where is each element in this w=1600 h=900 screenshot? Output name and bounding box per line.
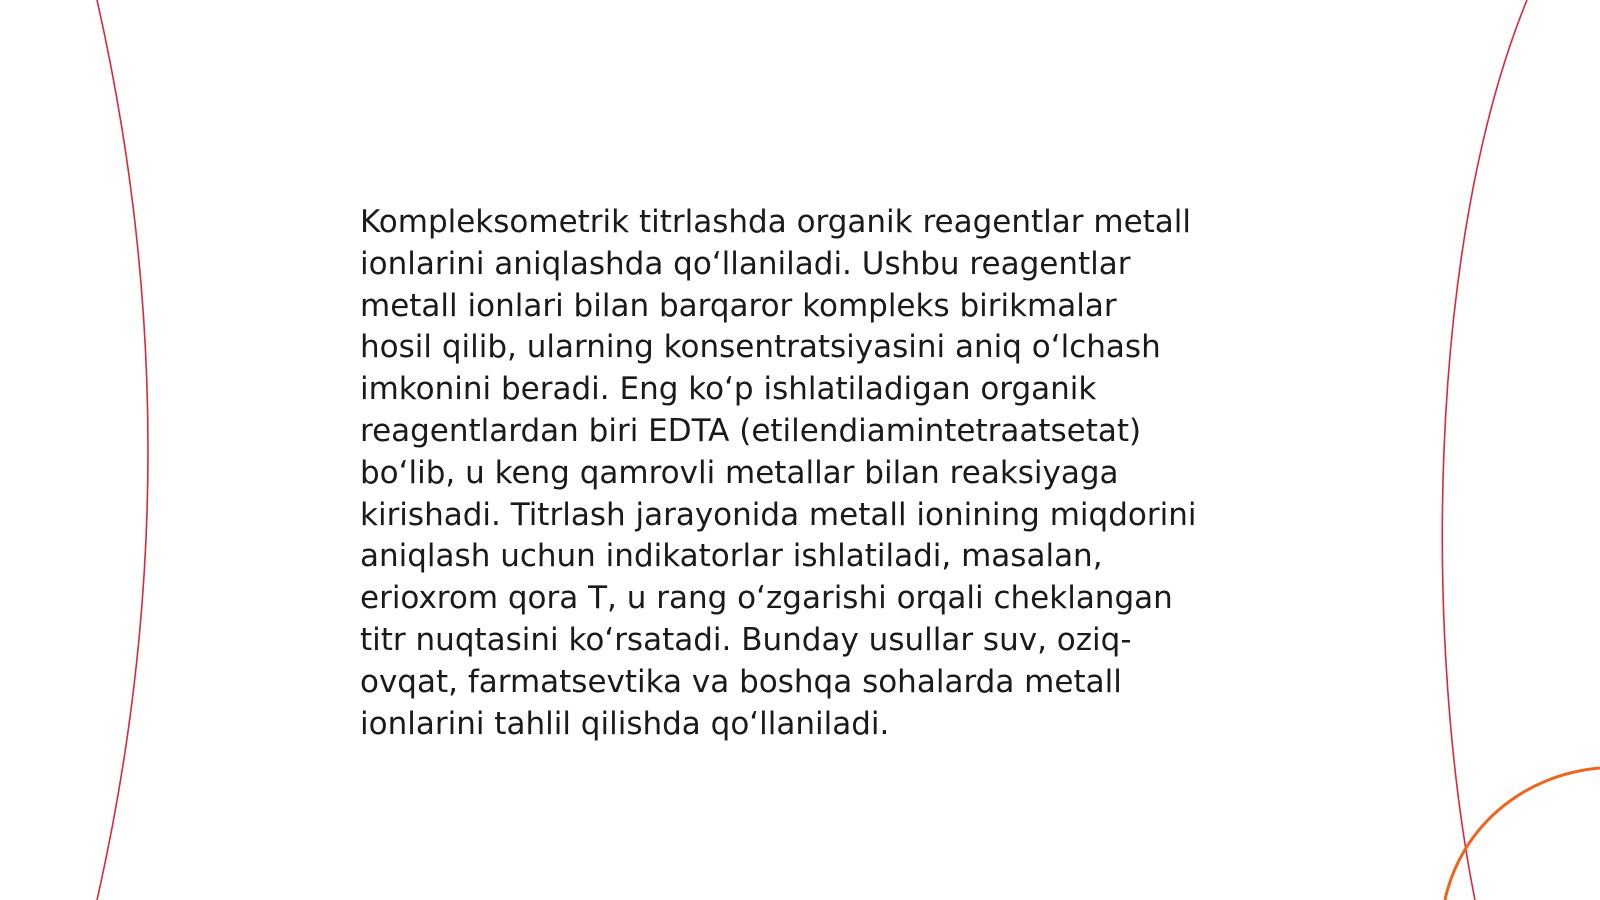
body-line: reagentlardan biri EDTA (etilendiamintetraatsetat)	[360, 412, 1142, 449]
body-line: bo‘lib, u keng qamrovli metallar bilan reaksiyaga	[360, 454, 1119, 491]
left-red-arc	[97, 0, 148, 900]
body-line: ovqat, farmatsevtika va boshqa sohalarda metall	[360, 663, 1122, 700]
body-line: hosil qilib, ularning konsentratsiyasini aniq o‘lchash	[360, 329, 1161, 366]
body-line: erioxrom qora T, u rang o‘zgarishi orqali cheklangan	[360, 580, 1173, 617]
body-line: imkonini beradi. Eng ko‘p ishlatiladigan organik	[360, 371, 1097, 408]
body-line: ionlarini aniqlashda qo‘llaniladi. Ushbu reagentlar	[360, 245, 1131, 282]
bottom-right-orange-arc	[1445, 768, 1600, 900]
body-line: metall ionlari bilan barqaror kompleks birikmalar	[360, 287, 1117, 324]
body-line: aniqlash uchun indikatorlar ishlatiladi, masalan,	[360, 538, 1103, 575]
body-line: Kompleksometrik titrlashda organik reagentlar metall	[360, 204, 1192, 240]
right-red-arc	[1442, 0, 1527, 900]
body-paragraph	[360, 202, 1260, 745]
body-line: titr nuqtasini ko‘rsatadi. Bunday usullar suv, oziq-	[360, 621, 1132, 658]
body-line: ionlarini tahlil qilishda qo‘llaniladi.	[360, 705, 890, 742]
body-line: kirishadi. Titrlash jarayonida metall ionining miqdorini	[360, 496, 1197, 533]
